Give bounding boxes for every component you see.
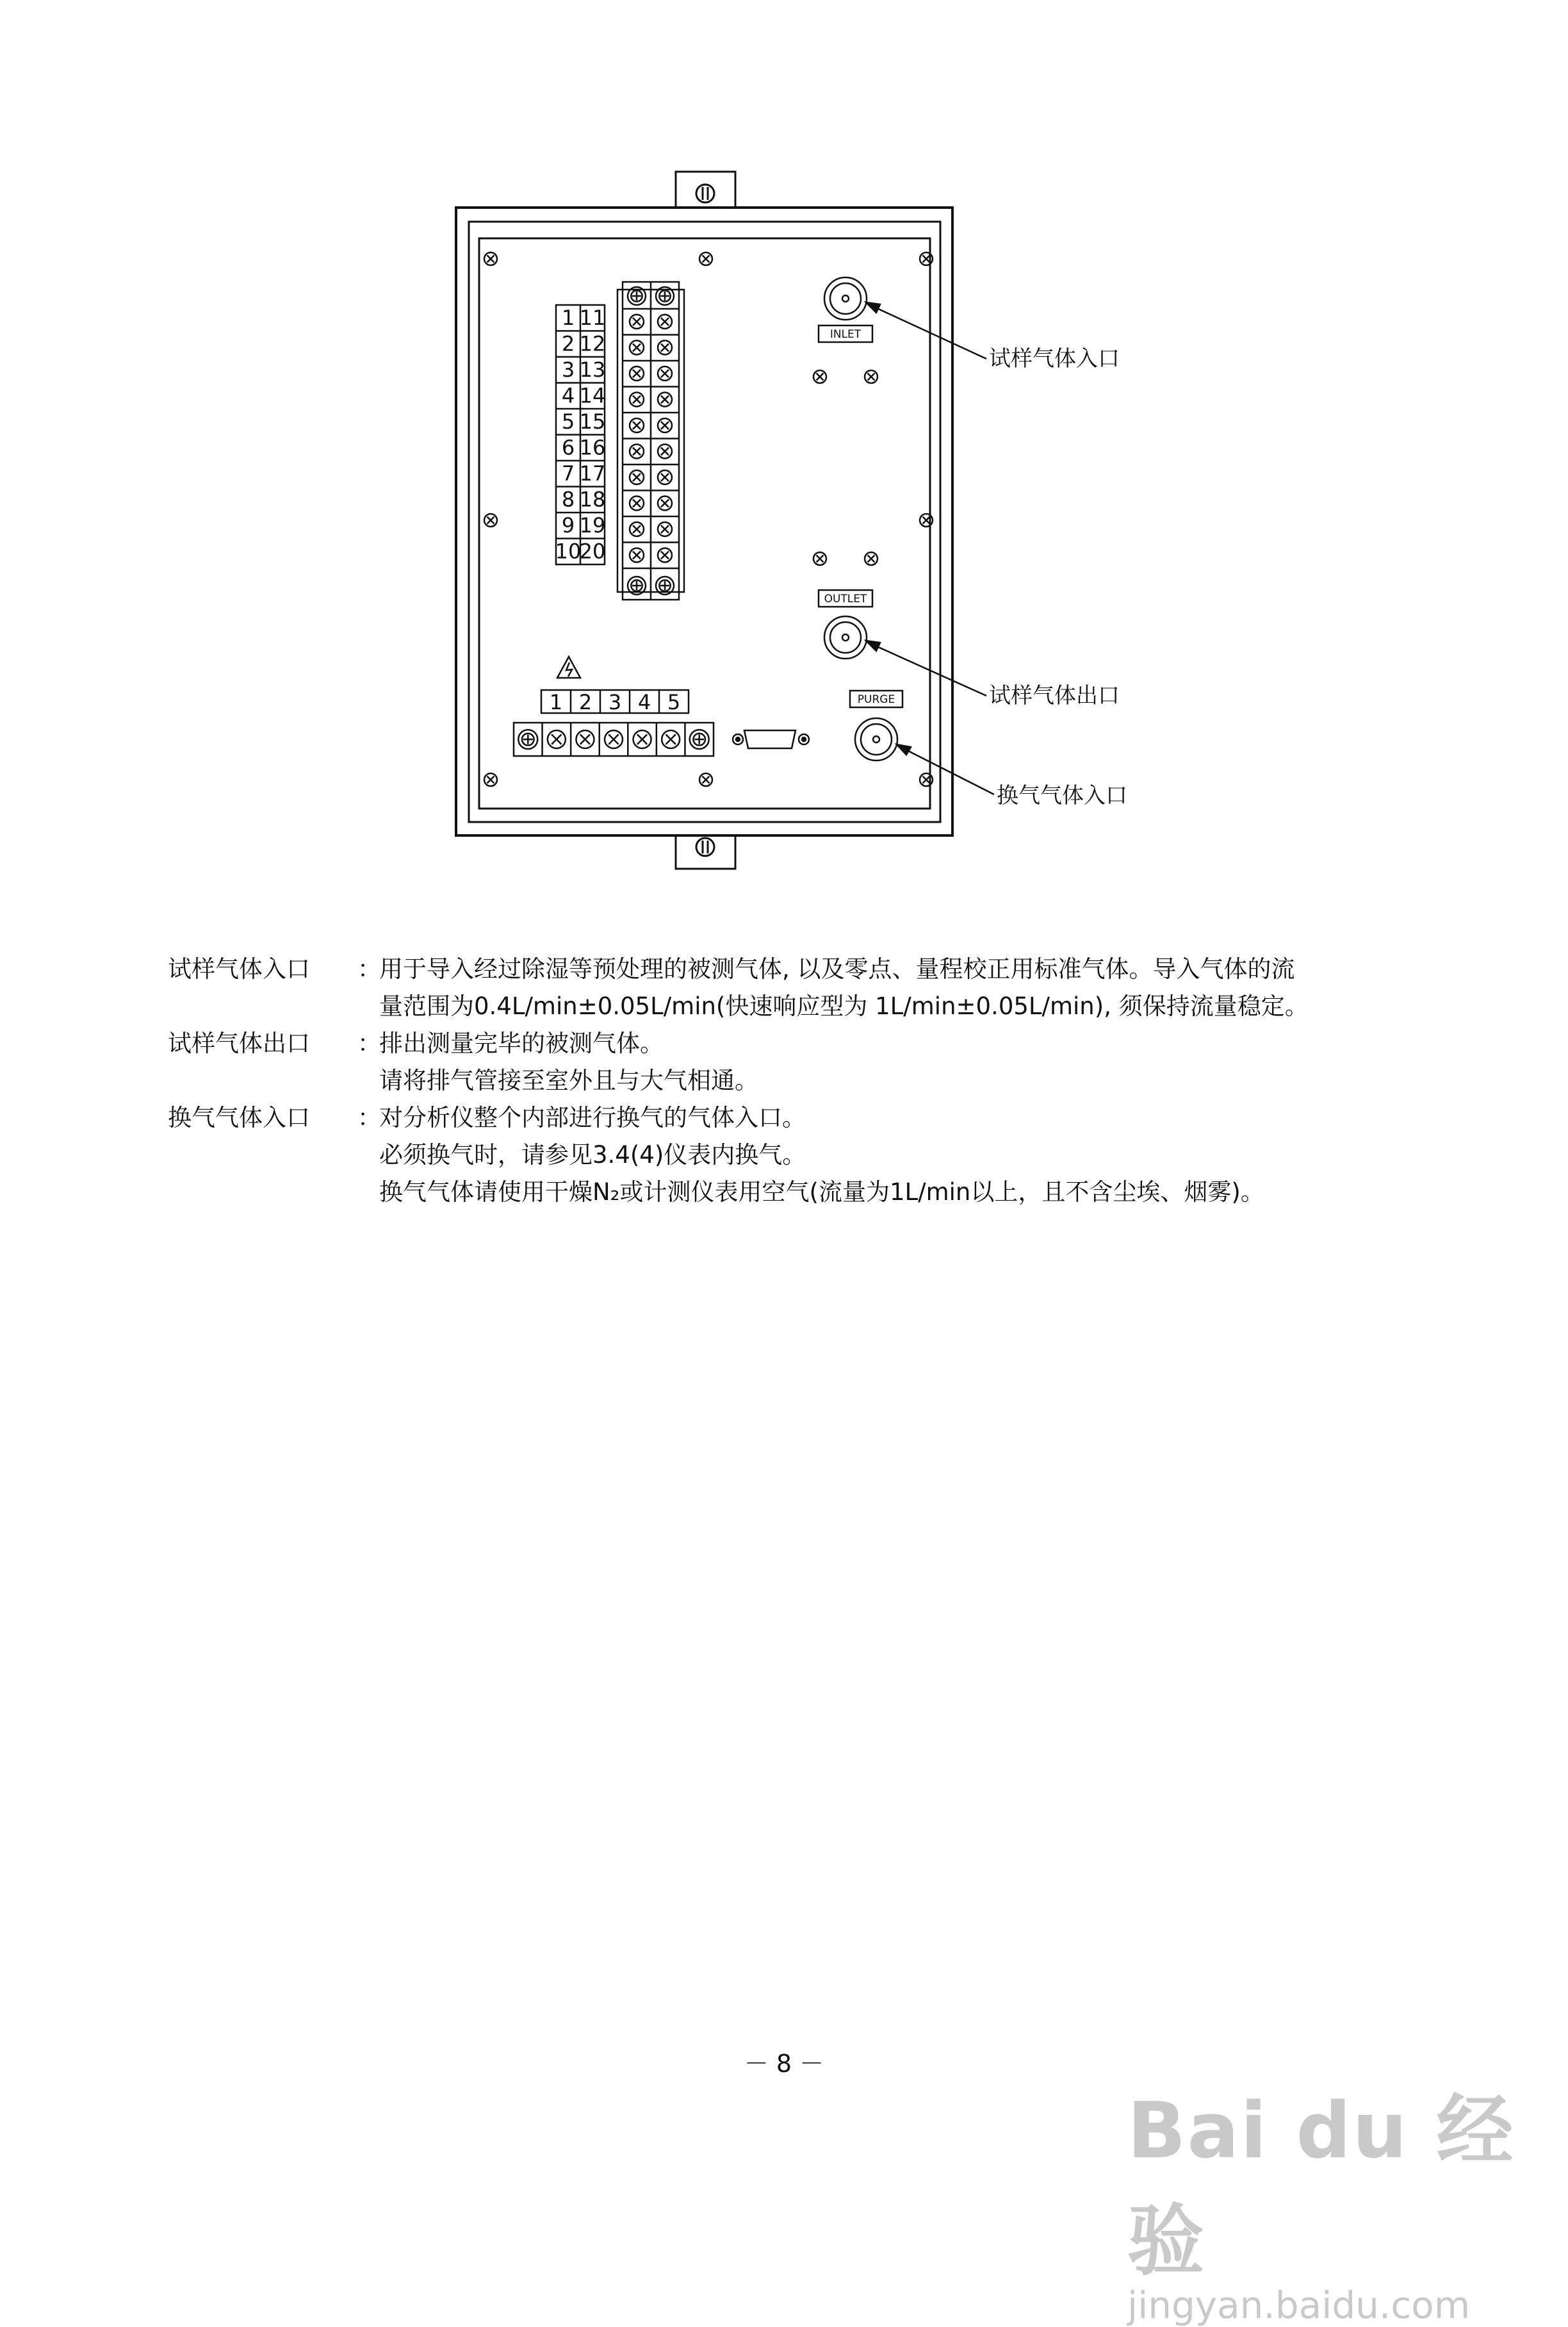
page-number: － 8 － [744, 2050, 824, 2078]
description-inlet [168, 951, 1568, 1025]
terminal-number-label: 6 [561, 435, 575, 460]
terminal-number-label: 17 [579, 461, 606, 486]
colon: ： [357, 1104, 381, 1131]
terminal-number-label: 9 [561, 513, 575, 538]
ground-screw-icon [518, 730, 537, 749]
power-terminal-label: 1 [549, 690, 563, 714]
description-line: 请将排气管接至室外且与大气相通。 [379, 1067, 758, 1094]
terminal-number-label: 20 [579, 539, 606, 564]
terminal-number-label: 13 [579, 358, 606, 382]
colon: ： [357, 955, 381, 983]
ground-screw-icon [656, 577, 674, 595]
terminal-number-label: 8 [561, 487, 575, 512]
purge-label: PURGE [857, 693, 895, 706]
power-terminal-label: 2 [578, 690, 592, 714]
terminal-number-label: 4 [561, 383, 575, 408]
port-descriptions [168, 951, 1568, 1211]
terminal-number-label: 19 [579, 513, 606, 538]
description-line: 换气气体请使用干燥N₂或计测仪表用空气(流量为1L/min以上，且不含尘埃、烟雾)。 [379, 1178, 1264, 1206]
terminal-number-label: 16 [579, 435, 606, 460]
watermark-brand: Bai du 经验 [1127, 2087, 1515, 2286]
terminal-number-label: 7 [561, 461, 575, 486]
ground-screw-icon [656, 287, 674, 305]
terminal-number-label: 1 [561, 306, 575, 330]
terminal-number-label: 3 [561, 358, 575, 382]
outlet-label: OUTLET [824, 593, 867, 605]
watermark-url: jingyan.baidu.com [1127, 2283, 1471, 2327]
term-label: 试样气体出口 [168, 1030, 310, 1057]
terminal-number-label: 14 [579, 383, 606, 408]
description-line: 必须换气时，请参见3.4(4)仪表内换气。 [379, 1141, 806, 1169]
inlet-label: INLET [829, 328, 862, 341]
description-line: 排出测量完毕的被测气体。 [379, 1030, 664, 1057]
terminal-number-label: 11 [579, 306, 606, 330]
terminal-number-label: 2 [561, 331, 575, 356]
colon: ： [357, 1030, 381, 1057]
terminal-number-label: 5 [561, 409, 575, 434]
rear-panel-diagram [0, 0, 1568, 910]
term-label: 试样气体入口 [168, 955, 310, 983]
description-purge [168, 1099, 1568, 1211]
baidu-watermark [1127, 2069, 1568, 2327]
power-terminal-label: 3 [608, 690, 622, 714]
power-terminal-label: 4 [637, 690, 651, 714]
outlet-callout: 试样气体出口 [989, 683, 1120, 709]
ground-screw-icon [628, 577, 646, 595]
terminal-number-label: 10 [555, 539, 582, 564]
ground-screw-icon [690, 730, 709, 749]
inlet-callout: 试样气体入口 [989, 346, 1120, 372]
power-terminal-label: 5 [667, 690, 681, 714]
description-line: 对分析仪整个内部进行换气的气体入口。 [379, 1104, 806, 1131]
term-label: 换气气体入口 [168, 1104, 310, 1131]
purge-callout: 换气气体入口 [997, 783, 1127, 809]
terminal-number-label: 15 [579, 409, 606, 434]
description-outlet [168, 1025, 1568, 1099]
description-line: 用于导入经过除湿等预处理的被测气体, 以及零点、量程校正用标准气体。导入气体的流 [379, 955, 1295, 983]
terminal-number-label: 18 [579, 487, 606, 512]
description-line: 量范围为0.4L/min±0.05L/min(快速响应型为 1L/min±0.05L/min), 须保持流量稳定。 [379, 992, 1309, 1020]
terminal-number-label: 12 [579, 331, 606, 356]
ground-screw-icon [628, 287, 646, 305]
